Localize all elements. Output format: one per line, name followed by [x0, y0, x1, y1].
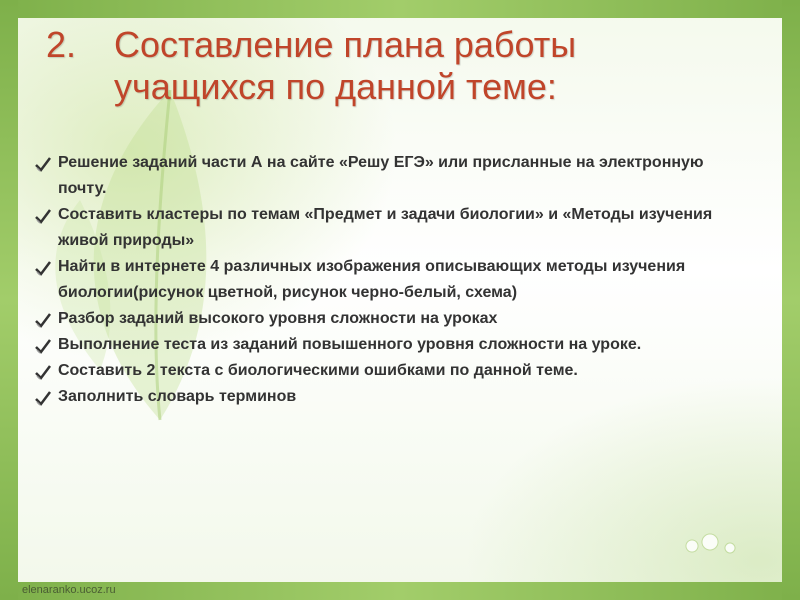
- frame-top: [0, 0, 800, 18]
- check-icon: [34, 390, 52, 406]
- list-item-text: Составить 2 текста с биологическими ошибками по данной теме.: [58, 362, 578, 379]
- check-icon: [34, 156, 52, 172]
- footer-source: elenaranko.ucoz.ru: [22, 584, 116, 596]
- list-item-text: Решение заданий части А на сайте «Решу ЕГЭ» или присланные на электронную почту.: [58, 154, 704, 197]
- list-item-text: Заполнить словарь терминов: [58, 388, 297, 405]
- list-item-text: Разбор заданий высокого уровня сложности на уроках: [58, 310, 498, 327]
- check-icon: [34, 338, 52, 354]
- list-item: [34, 384, 754, 410]
- list-item: [34, 150, 754, 202]
- list-item: [34, 202, 754, 254]
- check-icon: [34, 208, 52, 224]
- list-item: [34, 332, 754, 358]
- frame-bottom: [0, 582, 800, 600]
- title-number: 2.: [46, 24, 77, 65]
- plan-list: [34, 150, 754, 410]
- bubbles-decoration: [680, 528, 760, 558]
- frame-left: [0, 0, 18, 600]
- list-item-text: Найти в интернете 4 различных изображения описывающих методы изучения биологии(рисунок цветной, рисунок черно-белый, схема): [58, 258, 686, 301]
- frame-right: [782, 0, 800, 600]
- list-item: [34, 306, 754, 332]
- check-icon: [34, 260, 52, 276]
- list-item: [34, 254, 754, 306]
- check-icon: [34, 312, 52, 328]
- list-item: [34, 358, 754, 384]
- list-item-text: Выполнение теста из заданий повышенного уровня сложности на уроке.: [58, 336, 642, 353]
- list-item-text: Составить кластеры по темам «Предмет и задачи биологии» и «Методы изучения живой природы»: [58, 206, 713, 249]
- check-icon: [34, 364, 52, 380]
- title-text: Составление плана работы учащихся по данной теме:: [114, 24, 577, 107]
